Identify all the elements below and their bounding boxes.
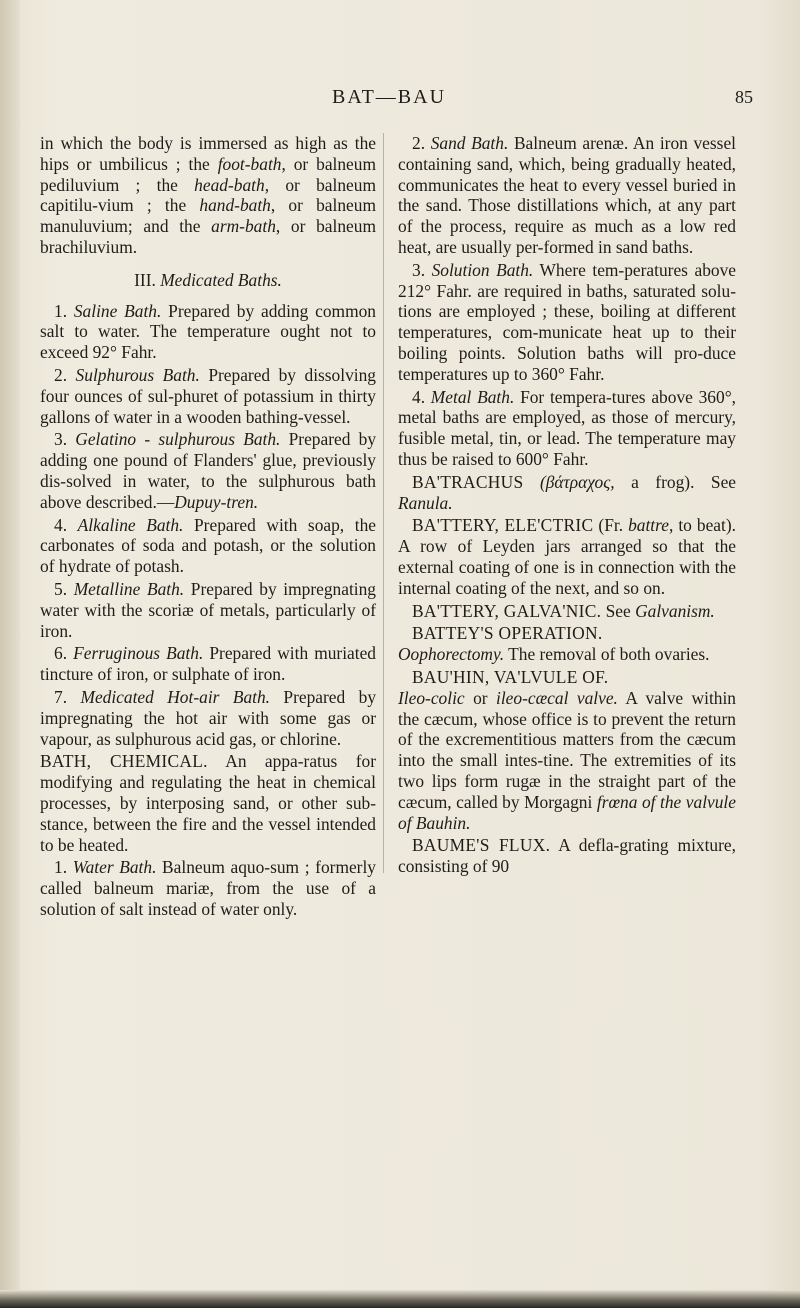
entry-battery-galvanic: BA'TTERY, GALVA'NIC. See Galvanism. <box>412 600 715 621</box>
entry-batrachus: BA'TRACHUS (βάτραχος, a frog). See Ranula. <box>398 471 737 513</box>
entry-bath-chemical: BATH, CHEMICAL. An appa-ratus for modifying and regulating the heat in chemical processes, by interposing sand, or other sub-stance, between the fire and the vessel intended to be heated. <box>40 751 376 855</box>
entry-sulphurous-bath: 2. Sulphurous Bath. Prepared by dissolving four ounces of sul-phuret of potassium in thirty gallons of water in a wooden bathing-vessel. <box>40 364 377 427</box>
entry-solution-bath: 3. Solution Bath. Where tem-peratures above 212° Fahr. are required in baths, saturated solu-tions are employed ; these, boiling at different temperatures, com-municate heat up to their boiling points. Solution baths will pro-duce temperatures up to 360° Fahr. <box>398 259 737 384</box>
entry-metal-bath: 4. Metal Bath. For tempera-tures above 360°, metal baths are employed, as those of mercury, fusible metal, tin, or lead. The temperature may thus be raised to 600° Fahr. <box>398 386 736 469</box>
intro-paragraph: in which the body is immersed as high as the hips or umbilicus ; the foot-bath, or balneum pediluvium ; the head-bath, or balneum capitilu-vium ; the hand-bath, or balneum manuluvium; and the arm-bath, or balneum brachiluvium. <box>40 133 377 257</box>
entry-alkaline-bath: 4. Alkaline Bath. Prepared with soap, the carbonates of soda and potash, or the solution of hydrate of potash. <box>40 514 376 577</box>
entry-bauhin-valvule: BAU'HIN, VA'LVULE OF. Ileo-colic or ileo-cæcal valve. A valve within the cæcum, whose office is to prevent the return of the excrementitious matters from the cæcum into the small intes-tine. The extremities of its two lips form rugæ in the straight part of the cæcum, called by Morgagni frœna of the valvule of Bauhin. <box>398 666 736 833</box>
page-number: 85 <box>735 87 753 107</box>
entry-metalline-bath: 5. Metalline Bath. Prepared by impregnating water with the scoriæ of metals, particularly of iron. <box>40 578 377 641</box>
entry-ferruginous-bath: 6. Ferruginous Bath. Prepared with muriated tincture of iron, or sulphate of iron. <box>40 643 377 685</box>
running-header <box>0 86 800 116</box>
entry-saline-bath: 1. Saline Bath. Prepared by adding common salt to water. The temperature ought not to exceed 92° Fahr. <box>40 300 376 363</box>
entry-water-bath: 1. Water Bath. Balneum aquo-sum ; formerly called balneum mariæ, from the use of a solution of salt instead of water only. <box>40 857 377 919</box>
entry-battery-electric: BA'TTERY, ELE'CTRIC (Fr. battre, to beat). A row of Leyden jars arranged so that the external coating of one is in connection with the internal coating of the next, and so on. <box>398 515 736 598</box>
page-bottom-shadow <box>0 1290 800 1308</box>
column-divider <box>383 133 384 873</box>
right-column <box>398 133 736 879</box>
entry-sand-bath: 2. Sand Bath. Balneum arenæ. An iron vessel containing sand, which, being gradually heated, communicates the heat to every vessel buried in the sand. Those distillations which, at any part of the process, require as much as a low red heat, are usually per-formed in sand baths. <box>398 133 736 257</box>
page-spine-shadow <box>0 0 20 1308</box>
entry-batteys-operation: BATTEY'S OPERATION. Oophorectomy. The removal of both ovaries. <box>398 623 710 665</box>
entry-medicated-hot-air-bath: 7. Medicated Hot-air Bath. Prepared by impregnating the hot air with some gas or vapour, as sulphurous acid gas, or chlorine. <box>40 686 377 749</box>
running-title: BAT—BAU <box>332 86 447 108</box>
entry-gelatino-sulphurous-bath: 3. Gelatino - sulphurous Bath. Prepared by adding one pound of Flanders' glue, previously dis-solved in water, to the sulphurous bath above described.—Dupuy-tren. <box>40 429 377 512</box>
entry-baumes-flux: BAUME'S FLUX. A defla-grating mixture, consisting of 90 <box>398 835 736 877</box>
section-heading-medicated-baths: III. Medicated Baths. <box>134 269 282 290</box>
left-column <box>40 133 376 922</box>
